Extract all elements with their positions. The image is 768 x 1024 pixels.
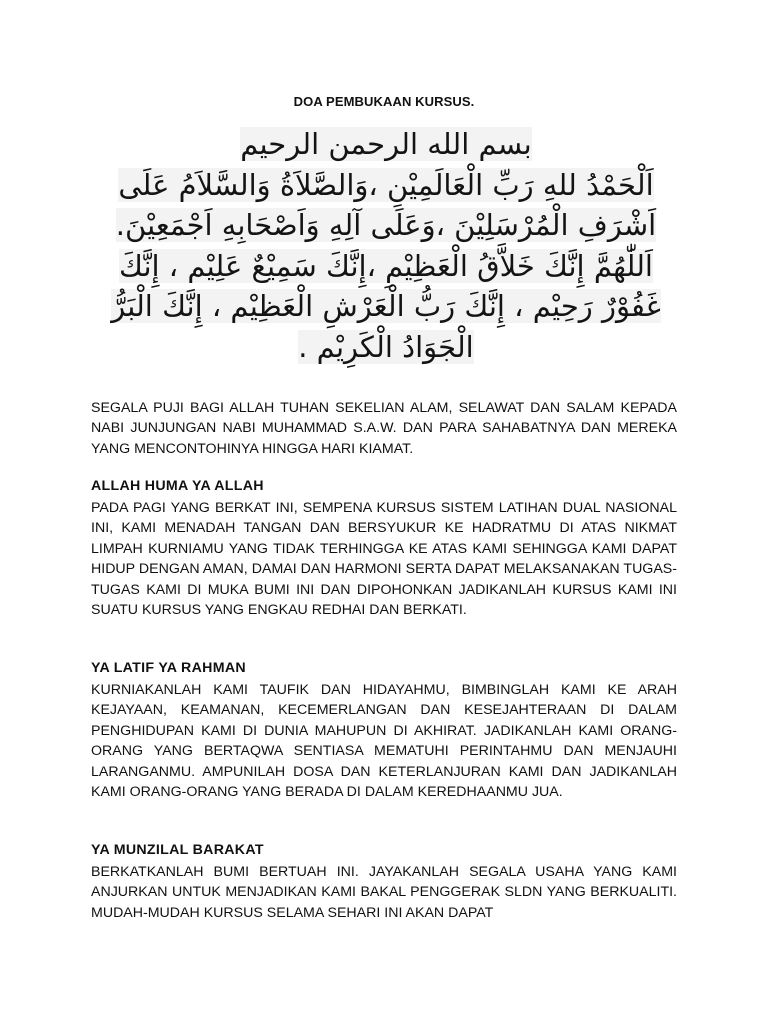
arabic-line-text: اَللّٰهُمَّ إِنَّكَ خَلاَّقُ الْعَظِيْمِ ،إِنَّكَ سَمِيْعٌ عَلِيْم ، إِنَّكَ bbox=[119, 248, 653, 283]
intro-paragraph: SEGALA PUJI BAGI ALLAH TUHAN SEKELIAN ALAM, SELAWAT DAN SALAM KEPADA NABI JUNJUNGAN NABI MUHAMMAD S.A.W. DAN PARA SAHABATNYA DAN MEREKA YANG MENCONTOHINYA HINGGA HARI KIAMAT. bbox=[91, 400, 677, 457]
arabic-line bbox=[96, 327, 676, 368]
section-heading: YA LATIF YA RAHMAN bbox=[91, 660, 246, 676]
arabic-line-text: غَفُوْرٌ رَحِيْم ، إِنَّكَ رَبُّ الْعَرْشِ الْعَظِيْم ، إِنَّكَ الْبَرُّ bbox=[111, 289, 661, 323]
arabic-line bbox=[96, 205, 676, 246]
arabic-line bbox=[96, 165, 676, 206]
arabic-prayer bbox=[96, 124, 676, 367]
arabic-line bbox=[96, 124, 676, 165]
section-paragraph: BERKATKANLAH BUMI BERTUAH INI. JAYAKANLAH SEGALA USAHA YANG KAMI ANJURKAN UNTUK MENJADIKAN KAMI BAKAL PENGGERAK SLDN YANG BERKUALITI. MUDAH-MUDAH KURSUS SELAMA SEHARI INI AKAN DAPAT bbox=[91, 864, 677, 921]
section-paragraph: KURNIAKANLAH KAMI TAUFIK DAN HIDAYAHMU, BIMBINGLAH KAMI KE ARAH KEJAYAAN, KEAMANAN, KECEMERLANGAN DAN KESEJAHTERAAN DI DALAM PENGHIDUPAN KAMI DI DUNIA MAHUPUN DI AKHIRAT. JADIKANLAH KAMI ORANG-ORANG YANG BERTAQWA SENTIASA MEMATUHI PERINTAHMU DAN MENJAUHI LARANGANMU. AMPUNILAH DOSA DAN KETERLANJURAN KAMI DAN JADIKANLAH KAMI ORANG-ORANG YANG BERADA DI DALAM KEREDHAANMU JUA. bbox=[91, 682, 677, 801]
section-paragraph: PADA PAGI YANG BERKAT INI, SEMPENA KURSUS SISTEM LATIHAN DUAL NASIONAL INI, KAMI MENADAH TANGAN DAN BERSYUKUR KE HADRATMU DI ATAS NIKMAT LIMPAH KURNIAMU YANG TIDAK TERHINGGA KE ATAS KAMI SEHINGGA KAMI DAPAT HIDUP DENGAN AMAN, DAMAI DAN HARMONI SERTA DAPAT MELAKSANAKAN TUGAS-TUGAS KAMI DI MUKA BUMI INI DAN DIPOHONKAN JADIKANLAH KURSUS KAMI INI SUATU KURSUS YANG ENGKAU REDHAI DAN BERKATI. bbox=[91, 500, 677, 619]
arabic-line bbox=[96, 286, 676, 327]
document-title: DOA PEMBUKAAN KURSUS. bbox=[293, 94, 475, 109]
arabic-line-text: اَشْرَفِ الْمُرْسَلِيْنَ ،وَعَلَى آلِهِ وَاَصْحَابِهِ اَجْمَعِيْنَ. bbox=[115, 208, 657, 242]
arabic-line-text: الْجَوَادُ الْكَرِيْم . bbox=[298, 329, 474, 364]
section-heading: YA MUNZILAL BARAKAT bbox=[91, 842, 264, 858]
arabic-line-text: اَلْحَمْدُ للهِ رَبِّ الْعَالَمِيْنِ ،وَالصَّلاَةُ وَالسَّلاَمُ عَلَى bbox=[118, 167, 654, 202]
arabic-line bbox=[96, 246, 676, 287]
section-heading: ALLAH HUMA YA ALLAH bbox=[91, 478, 264, 494]
arabic-line-text: بسم الله الرحمن الرحيم bbox=[240, 127, 532, 161]
